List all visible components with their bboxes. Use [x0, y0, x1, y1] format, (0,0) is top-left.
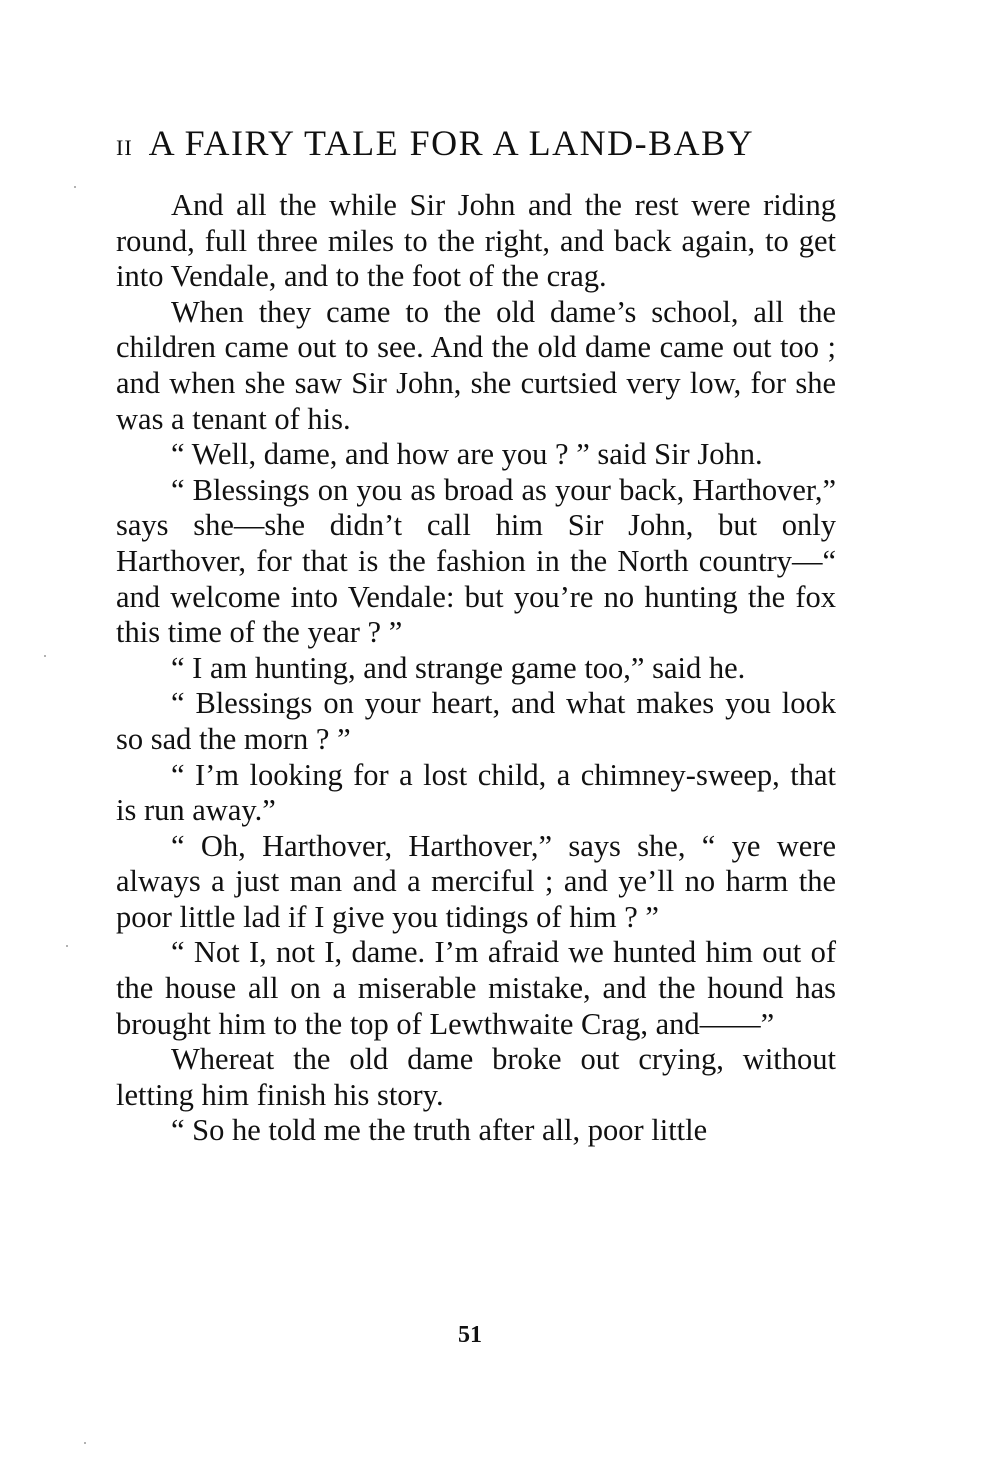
- paragraph: Whereat the old dame broke out crying, without letting him finish his story.: [116, 1042, 836, 1112]
- page-number: 51: [458, 1322, 482, 1348]
- chapter-number: II: [116, 135, 133, 160]
- body-text: [116, 188, 836, 1149]
- paper-speck: [66, 945, 68, 947]
- paragraph: “ Blessings on you as broad as your back, Harthover,” says she—she didn’t call him Sir John, but only Harthover, for that is the fashion in the North country—“ and welcome into Vendale: but you’re no hunting the fox this time of the year ? ”: [116, 472, 836, 650]
- paper-speck: [74, 186, 76, 188]
- paragraph: “ So he told me the truth after all, poor little: [171, 1113, 708, 1148]
- running-title: A FAIRY TALE FOR A LAND-BABY: [148, 123, 755, 163]
- paragraph: When they came to the old dame’s school, all the children came out to see. And the old dame came out too ; and when she saw Sir John, she curtsied very low, for she was a tenant of his.: [116, 294, 836, 436]
- paragraph: And all the while Sir John and the rest were riding round, full three miles to the right, and back again, to get into Vendale, and to the foot of the crag.: [116, 188, 836, 294]
- paper-speck: [84, 1442, 86, 1444]
- paragraph: “ Not I, not I, dame. I’m afraid we hunted him out of the house all on a miserable mistake, and the hound has brought him to the top of Lewthwaite Crag, and——”: [116, 935, 836, 1041]
- paragraph: “ I’m looking for a lost child, a chimney-sweep, that is run away.”: [116, 757, 836, 828]
- paragraph: “ I am hunting, and strange game too,” said he.: [171, 650, 746, 685]
- paper-speck: [44, 655, 46, 657]
- paragraph: “ Well, dame, and how are you ? ” said Sir John.: [171, 437, 763, 472]
- paragraph: “ Oh, Harthover, Harthover,” says she, “ ye were always a just man and a merciful ; and ye’ll no harm the poor little lad if I give you tidings of him ? ”: [116, 828, 836, 934]
- paragraph: “ Blessings on your heart, and what makes you look so sad the morn ? ”: [116, 686, 836, 756]
- running-head: [116, 122, 836, 172]
